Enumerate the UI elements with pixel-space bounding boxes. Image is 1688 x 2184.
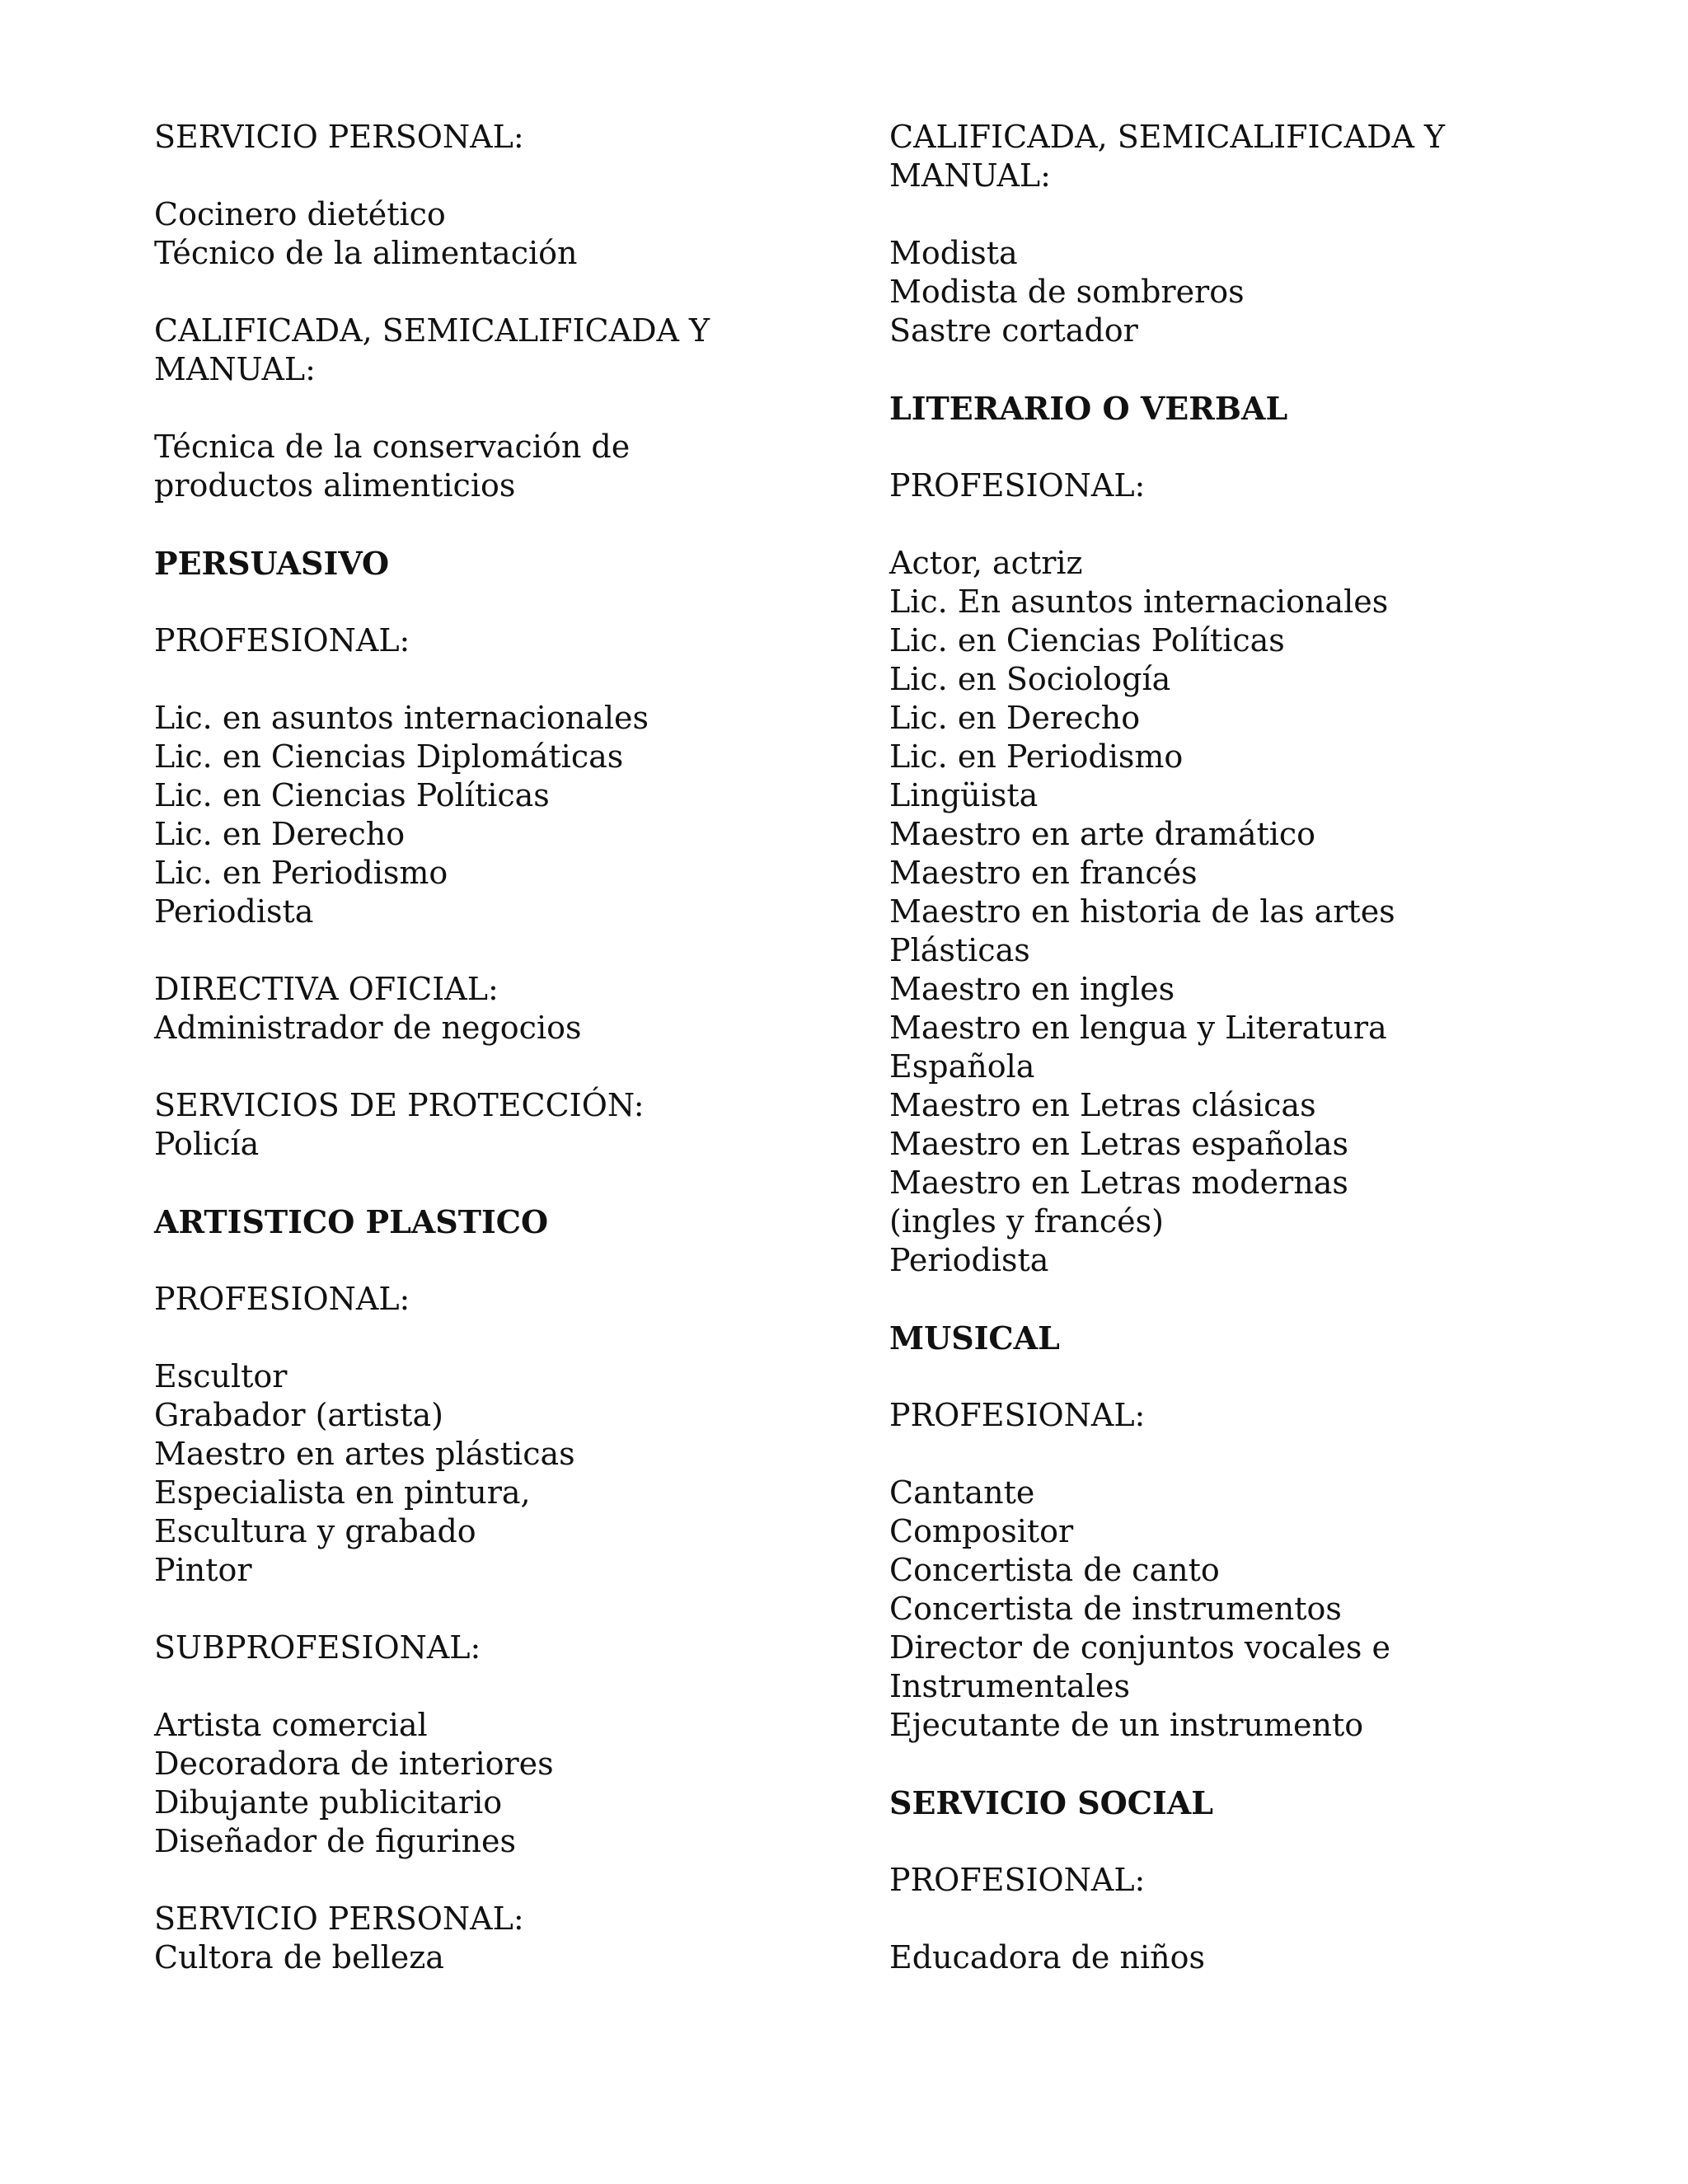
blank-line	[154, 273, 846, 312]
blank-line	[889, 505, 1582, 544]
blank-line	[154, 505, 846, 544]
blank-line	[154, 157, 846, 195]
list-item-especialista-en-pintura: Especialista en pintura,	[154, 1474, 531, 1511]
list-item-pintor: Pintor	[154, 1552, 252, 1588]
list-item-administrador-de-negocios: Administrador de negocios	[154, 1010, 582, 1046]
blank-line	[889, 350, 1582, 389]
list-item-productos-alimenticios: productos alimenticios	[154, 467, 516, 504]
blank-line	[889, 1900, 1582, 1938]
list-item-lic-en-periodismo: Lic. en Periodismo	[154, 855, 448, 891]
blank-line	[889, 428, 1582, 466]
section-heading-persuasivo: PERSUASIVO	[154, 545, 390, 582]
blank-line	[154, 1241, 846, 1280]
subheading-servicios-de-proteccion: SERVICIOS DE PROTECCIÓN:	[154, 1087, 645, 1123]
list-item-calificada-semicalificada-y: CALIFICADA, SEMICALIFICADA Y	[154, 312, 710, 349]
subheading-profesional: PROFESIONAL:	[889, 1397, 1146, 1433]
list-item-tecnica-de-la-conservacion-de: Técnica de la conservación de	[154, 429, 631, 465]
list-item-lic-en-periodismo: Lic. en Periodismo	[889, 738, 1184, 775]
subheading-servicio-personal: SERVICIO PERSONAL:	[154, 1900, 524, 1937]
list-item-modista-de-sombreros: Modista de sombreros	[889, 274, 1245, 310]
blank-line	[889, 1357, 1582, 1396]
list-item-maestro-en-artes-plasticas: Maestro en artes plásticas	[154, 1436, 575, 1472]
list-item-calificada-semicalificada-y: CALIFICADA, SEMICALIFICADA Y	[889, 119, 1446, 155]
list-item-policia: Policía	[154, 1126, 260, 1162]
list-item-grabador-artista: Grabador (artista)	[154, 1397, 443, 1433]
subheading-profesional: PROFESIONAL:	[889, 467, 1146, 504]
list-item-lic-en-ciencias-politicas: Lic. en Ciencias Políticas	[889, 622, 1285, 658]
list-item-plasticas: Plásticas	[889, 932, 1030, 968]
list-item-lic-en-derecho: Lic. en Derecho	[154, 816, 406, 852]
list-item-lic-en-sociologia: Lic. en Sociología	[889, 661, 1171, 697]
subheading-subprofesional: SUBPROFESIONAL:	[154, 1629, 481, 1666]
list-item-lic-en-asuntos-internacionales: Lic. En asuntos internacionales	[889, 583, 1389, 620]
section-heading-servicio-social: SERVICIO SOCIAL	[889, 1784, 1214, 1821]
list-item-lic-en-ciencias-diplomaticas: Lic. en Ciencias Diplomáticas	[154, 738, 624, 775]
list-item-instrumentales: Instrumentales	[889, 1668, 1130, 1704]
list-item-cantante: Cantante	[889, 1474, 1035, 1511]
list-item-cultora-de-belleza: Cultora de belleza	[154, 1939, 444, 1975]
blank-line	[889, 195, 1582, 234]
list-item-escultor: Escultor	[154, 1358, 288, 1394]
list-item-lic-en-derecho: Lic. en Derecho	[889, 700, 1141, 736]
list-item-decoradora-de-interiores: Decoradora de interiores	[154, 1746, 554, 1782]
list-item-maestro-en-ingles: Maestro en ingles	[889, 971, 1175, 1007]
subheading-profesional: PROFESIONAL:	[154, 622, 410, 658]
blank-line	[154, 660, 846, 699]
list-item-maestro-en-arte-dramatico: Maestro en arte dramático	[889, 816, 1316, 852]
list-item-maestro-en-letras-modernas: Maestro en Letras modernas	[889, 1165, 1348, 1201]
blank-line	[154, 1861, 846, 1900]
list-item-periodista: Periodista	[889, 1242, 1049, 1278]
list-item-ingles-y-frances: (ingles y francés)	[889, 1203, 1165, 1240]
list-item-concertista-de-instrumentos: Concertista de instrumentos	[889, 1591, 1342, 1627]
list-item-modista: Modista	[889, 235, 1018, 271]
blank-line	[889, 1822, 1582, 1861]
list-item-tecnico-de-la-alimentacion: Técnico de la alimentación	[154, 235, 578, 271]
blank-line	[154, 1319, 846, 1357]
subheading-profesional: PROFESIONAL:	[889, 1862, 1146, 1898]
blank-line	[889, 1435, 1582, 1474]
blank-line	[154, 931, 846, 970]
list-item-lic-en-ciencias-politicas: Lic. en Ciencias Políticas	[154, 777, 550, 813]
section-heading-artistico-plastico: ARTISTICO PLASTICO	[154, 1203, 549, 1240]
blank-line	[154, 583, 846, 621]
blank-line	[154, 1164, 846, 1202]
list-item-escultura-y-grabado: Escultura y grabado	[154, 1513, 476, 1549]
list-item-cocinero-dietetico: Cocinero dietético	[154, 196, 446, 232]
list-item-maestro-en-historia-de-las-artes: Maestro en historia de las artes	[889, 893, 1395, 930]
section-heading-literario-o-verbal: LITERARIO O VERBAL	[889, 390, 1288, 427]
list-item-linguista: Lingüista	[889, 777, 1039, 813]
list-item-periodista: Periodista	[154, 893, 314, 930]
list-item-sastre-cortador: Sastre cortador	[889, 312, 1138, 349]
list-item-maestro-en-frances: Maestro en francés	[889, 855, 1198, 891]
section-heading-musical: MUSICAL	[889, 1319, 1060, 1357]
blank-line	[154, 1047, 846, 1086]
list-item-maestro-en-lengua-y-literatura: Maestro en lengua y Literatura	[889, 1010, 1387, 1046]
list-item-concertista-de-canto: Concertista de canto	[889, 1552, 1220, 1588]
list-item-ejecutante-de-un-instrumento: Ejecutante de un instrumento	[889, 1707, 1364, 1743]
blank-line	[889, 1280, 1582, 1319]
blank-line	[154, 1590, 846, 1629]
right-column	[889, 118, 1582, 1977]
list-item-dibujante-publicitario: Dibujante publicitario	[154, 1784, 503, 1821]
list-item-compositor: Compositor	[889, 1513, 1074, 1549]
left-column	[154, 118, 846, 1977]
list-item-maestro-en-letras-clasicas: Maestro en Letras clásicas	[889, 1087, 1316, 1123]
subheading-manual: MANUAL:	[154, 351, 316, 387]
blank-line	[154, 389, 846, 428]
subheading-directiva-oficial: DIRECTIVA OFICIAL:	[154, 971, 499, 1007]
blank-line	[154, 1667, 846, 1706]
list-item-artista-comercial: Artista comercial	[154, 1707, 428, 1743]
subheading-manual: MANUAL:	[889, 157, 1051, 194]
blank-line	[889, 1745, 1582, 1783]
subheading-servicio-personal: SERVICIO PERSONAL:	[154, 119, 524, 155]
list-item-disenador-de-figurines: Diseñador de figurines	[154, 1823, 517, 1859]
list-item-educadora-de-ninos: Educadora de niños	[889, 1939, 1205, 1975]
list-item-lic-en-asuntos-internacionales: Lic. en asuntos internacionales	[154, 700, 649, 736]
list-item-director-de-conjuntos-vocales-e: Director de conjuntos vocales e	[889, 1629, 1390, 1666]
subheading-profesional: PROFESIONAL:	[154, 1281, 410, 1317]
list-item-espanola: Española	[889, 1048, 1035, 1085]
list-item-maestro-en-letras-espanolas: Maestro en Letras españolas	[889, 1126, 1349, 1162]
list-item-actor-actriz: Actor, actriz	[889, 545, 1083, 581]
